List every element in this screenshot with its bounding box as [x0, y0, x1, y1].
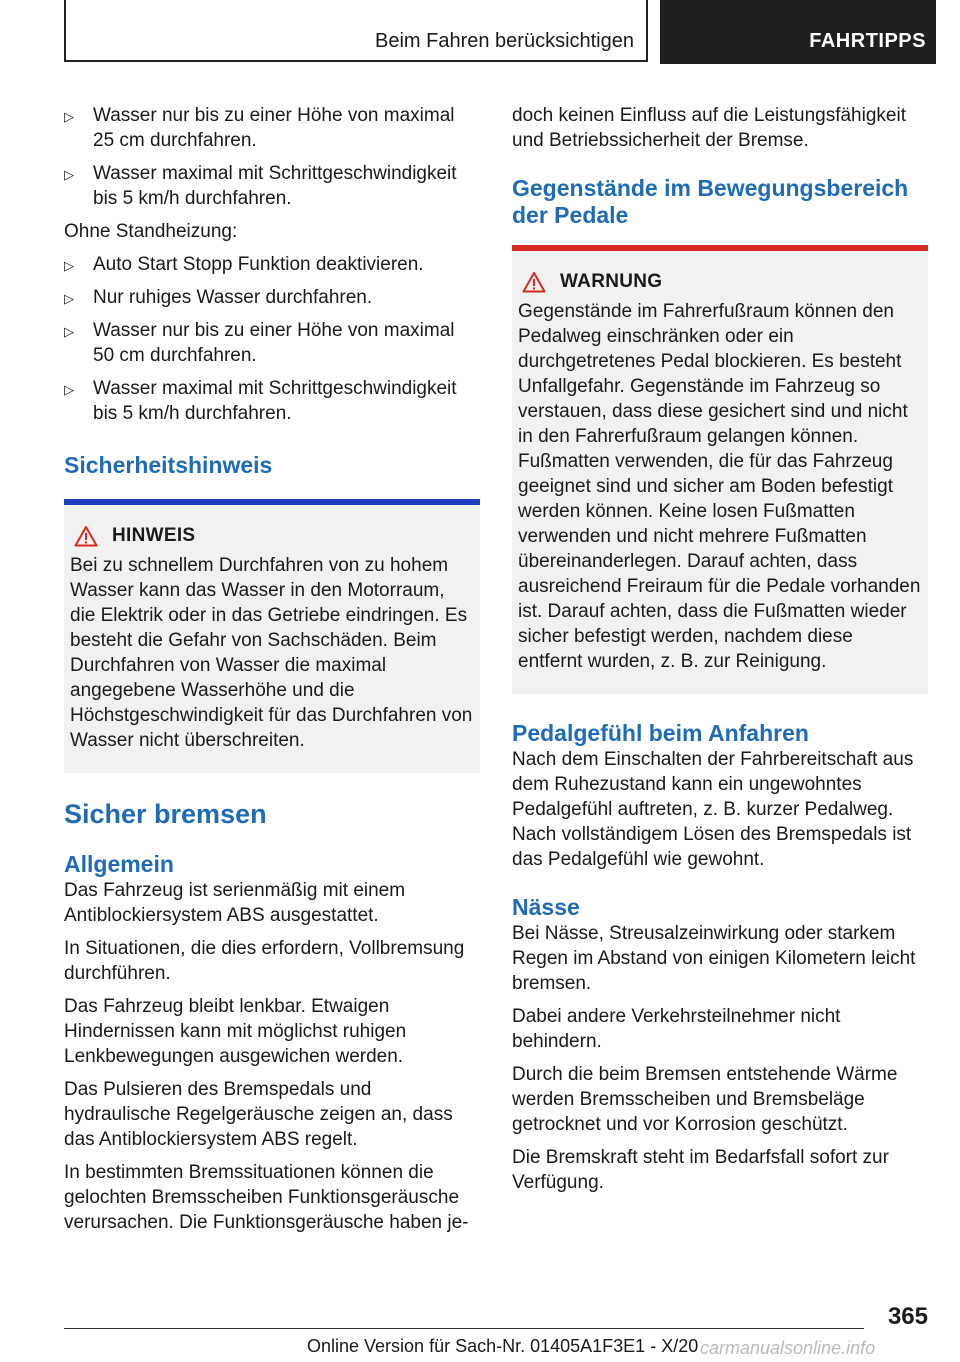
hinweis-label: HINWEIS: [112, 525, 196, 546]
hinweis-text: Bei zu schnellem Durchfahren von zu hohem Wasser kann das Wasser in den Motorraum, die Elektrik oder in das Getriebe eindringen. Es besteht die Gefahr von Sachschäden. Beim Durchfahren von Wasser die maximal angegebene Wasserhöhe und die Höchstgeschwindigkeit für das Durchfahren von Wasser nicht überschreiten.: [70, 555, 473, 751]
paragraph: Das Fahrzeug ist serienmäßig mit einem Antiblockiersystem ABS ausgestattet.: [64, 880, 406, 926]
paragraph: Nach dem Einschalten der Fahrbereitschaft aus dem Ruhezustand kann ein ungewohntes Pedalgefühl auftreten, z. B. kurzer Pedalweg. Nach vollständigem Lösen des Bremspedals ist das Pedalgefühl wie gewohnt.: [512, 749, 914, 870]
heading-pedalgefuehl: Pedalgefühl beim Anfahren: [512, 720, 809, 746]
page-header: [0, 0, 960, 66]
paragraph: doch keinen Einfluss auf die Leistungsfähigkeit und Betriebssicherheit der Bremse.: [512, 105, 906, 151]
heading-allgemein: Allgemein: [64, 851, 174, 877]
triangle-right-icon: ▷: [64, 291, 74, 306]
warnung-box: [512, 245, 928, 694]
paragraph: Dabei andere Verkehrsteilnehmer nicht behindern.: [512, 1006, 841, 1052]
hinweis-box: [64, 499, 480, 773]
paragraph: Das Pulsieren des Bremspedals und hydraulische Regelgeräusche zeigen an, dass das Antiblockiersystem ABS regelt.: [64, 1079, 453, 1150]
heading-gegenstaende: Gegenstände im Bewegungsbereich der Pedale: [512, 175, 909, 228]
heading-naesse: Nässe: [512, 894, 580, 920]
paragraph: Das Fahrzeug bleibt lenkbar. Etwaigen Hindernissen kann mit möglichst ruhigen Lenkbewegungen ausgewichen werden.: [64, 996, 407, 1067]
triangle-right-icon: ▷: [64, 167, 74, 182]
right-column: [512, 103, 928, 1195]
warnung-text: Gegenstände im Fahrerfußraum können den Pedalweg einschränken oder ein durchgetretenes Pedal blockieren. Es besteht Unfallgefahr. Gegenstände im Fahrzeug so verstauen, dass diese gesichert sind und nicht in den Fahrerfußraum gelangen können. Fußmatten verwenden, die für das Fahrzeug geeignet sind und sicher am Boden befestigt werden können. Keine losen Fußmatten verwenden und nicht mehrere Fußmatten übereinanderlegen. Darauf achten, dass ausreichend Freiraum für die Pedale vorhanden ist. Darauf achten, dass die Fußmatten wieder sicher befestigt werden, nachdem diese entfernt wurden, z. B. zur Reinigung.: [518, 301, 921, 672]
ohne-standheizung-label: Ohne Standheizung:: [64, 221, 238, 242]
list-item: ▷ Wasser nur bis zu einer Höhe von maximal 25 cm durchfahren.: [64, 105, 455, 151]
triangle-right-icon: ▷: [64, 382, 74, 397]
paragraph: Bei Nässe, Streusalzeinwirkung oder starkem Regen im Abstand von einigen Kilometern leicht bremsen.: [512, 923, 916, 994]
left-column: [64, 103, 480, 1235]
chapter-title: FAHRTIPPS: [809, 30, 926, 52]
hinweis-title: [70, 525, 474, 547]
paragraph: Die Bremskraft steht im Bedarfsfall sofort zur Verfügung.: [512, 1147, 889, 1193]
list-item: ▷ Nur ruhiges Wasser durchfahren.: [64, 285, 480, 310]
list-item: ▷ Auto Start Stopp Funktion deaktivieren.: [64, 252, 480, 277]
list-item: ▷ Wasser maximal mit Schrittgeschwindigkeit bis 5 km/h durchfahren.: [64, 378, 457, 424]
heading-sicherheitshinweis: Sicherheitshinweis: [64, 452, 273, 478]
watermark: carmanualsonline.info: [700, 1338, 876, 1358]
paragraph: In bestimmten Bremssituationen können die gelochten Bremsscheiben Funktionsgeräusche verursachen. Die Funktionsgeräusche haben je-: [64, 1162, 469, 1233]
list-item: ▷ Wasser maximal mit Schrittgeschwindigkeit bis 5 km/h durchfahren.: [64, 163, 457, 209]
warnung-label: WARNUNG: [560, 271, 663, 292]
section-tab: [64, 0, 648, 62]
paragraph: Durch die beim Bremsen entstehende Wärme werden Bremsscheiben und Bremsbeläge getrocknet und vor Korrosion geschützt.: [512, 1064, 898, 1135]
footer-online-version: Online Version für Sach-Nr. 01405A1F3E1 - X/20: [307, 1336, 699, 1356]
page-number: 365: [887, 1303, 928, 1330]
list-item: ▷ Wasser nur bis zu einer Höhe von maximal 50 cm durchfahren.: [64, 320, 455, 366]
warning-triangle-icon: [74, 525, 98, 547]
section-title: Beim Fahren berücksichtigen: [374, 30, 634, 52]
triangle-right-icon: ▷: [64, 324, 74, 339]
heading-sicher-bremsen: Sicher bremsen: [64, 799, 267, 829]
warning-triangle-icon: [522, 271, 546, 293]
triangle-right-icon: ▷: [64, 258, 74, 273]
paragraph: In Situationen, die dies erfordern, Vollbremsung durchführen.: [64, 938, 465, 984]
chapter-tab: [660, 0, 936, 64]
footer-divider: [64, 1328, 864, 1329]
triangle-right-icon: ▷: [64, 109, 74, 124]
warnung-title: [518, 271, 922, 293]
